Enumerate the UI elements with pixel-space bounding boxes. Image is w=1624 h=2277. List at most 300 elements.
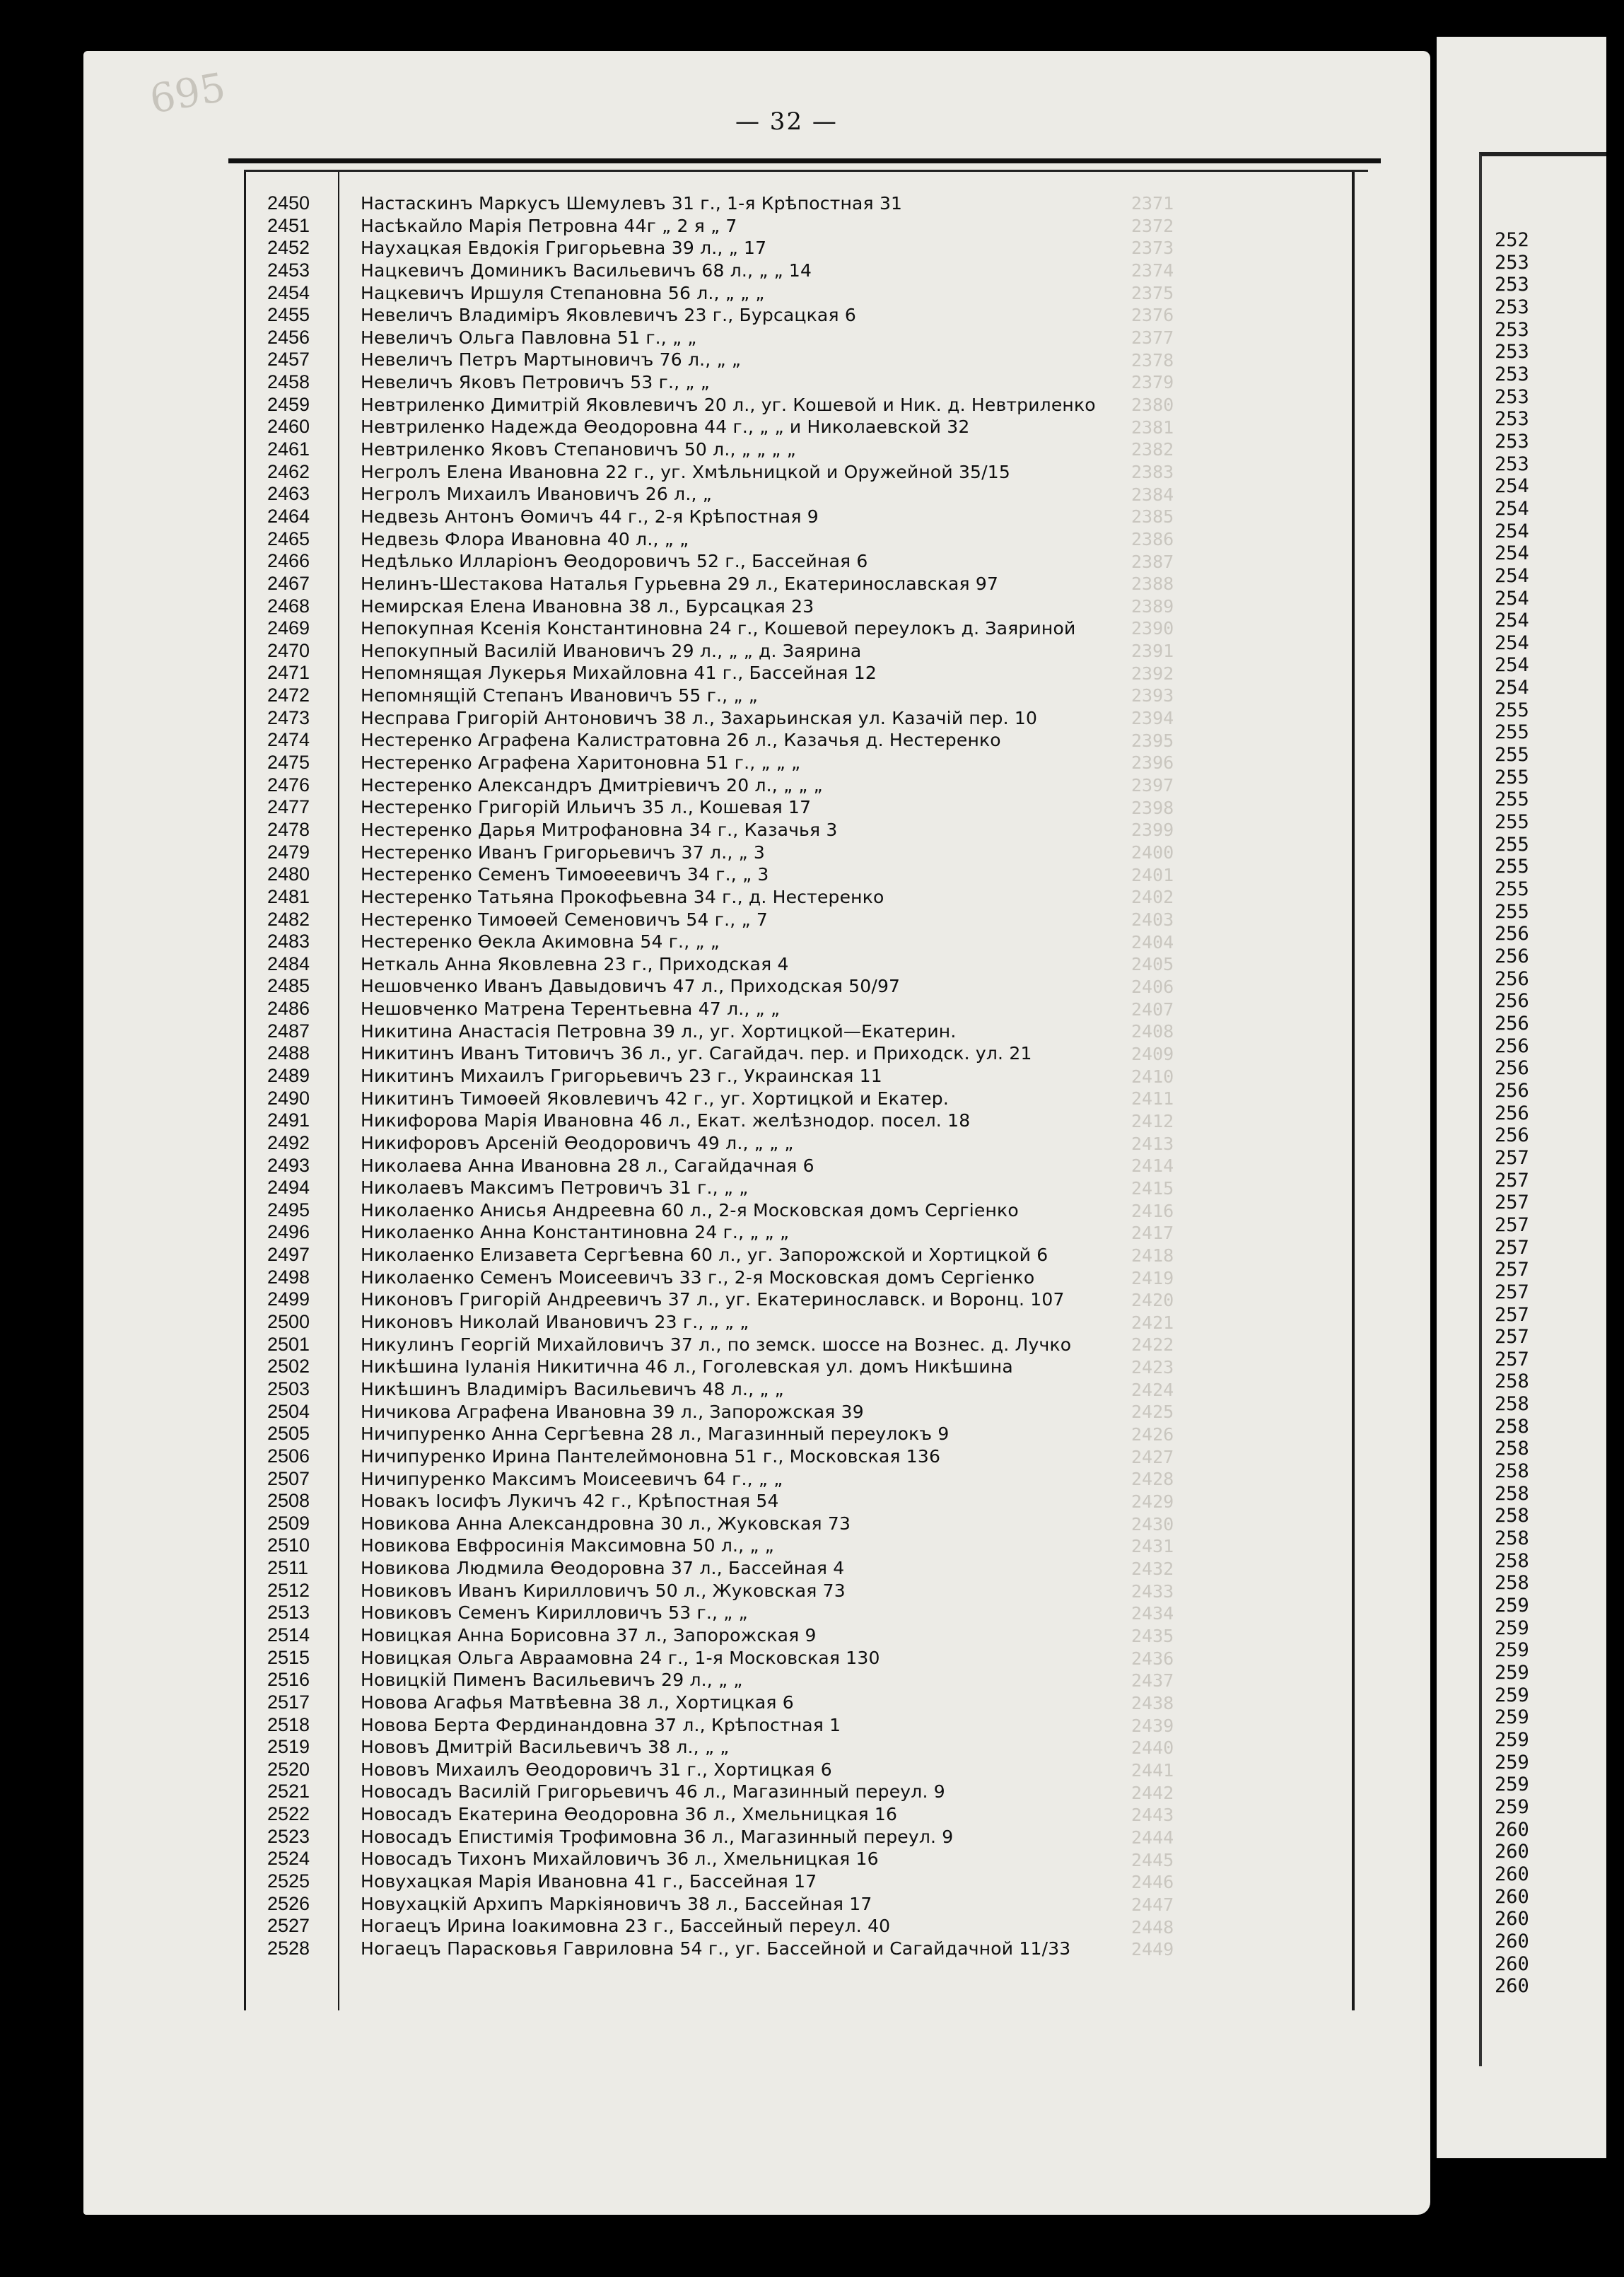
adjacent-page-number: 256	[1495, 1012, 1529, 1035]
entry-number: 2452	[267, 237, 310, 259]
bleed-through-number: 2408	[1131, 1021, 1174, 1042]
bleed-through-number: 2383	[1131, 461, 1174, 482]
bleed-through-number: 2419	[1131, 1267, 1174, 1288]
directory-entry	[267, 1401, 1096, 1423]
entry-number: 2494	[267, 1177, 310, 1199]
entry-number: 2460	[267, 416, 310, 438]
entry-number: 2506	[267, 1445, 310, 1467]
directory-entry	[267, 1042, 1096, 1065]
entry-number: 2508	[267, 1490, 310, 1512]
bleed-through-number: 2435	[1131, 1626, 1174, 1646]
entry-text: Негролъ Елена Ивановна 22 г., уг. Хмѣльницкой и Оружейной 35/15	[361, 461, 1010, 482]
entry-text: Никитина Анастасія Петровна 39 л., уг. Хортицкой—Екатерин.	[361, 1020, 957, 1042]
adjacent-page-number: 255	[1495, 721, 1529, 744]
directory-entry	[267, 640, 1096, 663]
entry-text: Никифоровъ Арсеній Ѳеодоровичъ 49 л., „ „ „	[361, 1132, 794, 1153]
entry-text: Новова Берта Фердинандовна 37 л., Крѣпостная 1	[361, 1714, 841, 1735]
adjacent-page-number: 260	[1495, 1952, 1529, 1975]
entry-number: 2520	[267, 1758, 310, 1780]
adjacent-page-number: 257	[1495, 1259, 1529, 1281]
adjacent-page-number: 259	[1495, 1706, 1529, 1729]
directory-entry	[267, 1468, 1096, 1491]
entry-text: Ногаецъ Ирина Іоакимовна 23 г., Бассейный переул. 40	[361, 1916, 891, 1937]
entry-number: 2512	[267, 1579, 310, 1601]
entry-number: 2475	[267, 752, 310, 774]
entry-text: Непомнящая Лукерья Михайловна 41 г., Бассейная 12	[361, 663, 877, 684]
directory-entry	[267, 237, 1096, 260]
directory-entry	[267, 819, 1096, 842]
directory-entry	[267, 953, 1096, 976]
directory-entry	[267, 707, 1096, 730]
entry-number: 2462	[267, 460, 310, 482]
bleed-through-number: 2396	[1131, 752, 1174, 774]
bleed-through-number: 2385	[1131, 506, 1174, 528]
bleed-through-number: 2445	[1131, 1849, 1174, 1870]
bleed-through-number: 2377	[1131, 327, 1174, 348]
entry-text: Невеличъ Петръ Мартыновичъ 76 л., „ „	[361, 349, 742, 371]
adjacent-page-number: 258	[1495, 1505, 1529, 1527]
entry-number: 2467	[267, 572, 310, 594]
adjacent-page-number: 259	[1495, 1662, 1529, 1684]
directory-entry	[267, 1759, 1096, 1781]
adjacent-page-number: 256	[1495, 1102, 1529, 1124]
entry-number: 2502	[267, 1356, 310, 1378]
entry-text: Нестеренко Александръ Дмитріевичъ 20 л., „ „ „	[361, 774, 823, 796]
adjacent-page-edge	[1437, 37, 1606, 2158]
directory-entry	[267, 1647, 1096, 1670]
adjacent-page-number: 259	[1495, 1728, 1529, 1751]
bleed-through-number: 2398	[1131, 797, 1174, 818]
directory-entry	[267, 685, 1096, 707]
adjacent-page-number: 254	[1495, 587, 1529, 610]
entry-text: Никулинъ Георгій Михайловичъ 37 л., по земск. шоссе на Вознес. д. Лучко	[361, 1334, 1072, 1355]
frame-top-rule	[228, 158, 1381, 163]
directory-entry	[267, 1132, 1096, 1155]
adjacent-page-number: 253	[1495, 274, 1529, 296]
entry-number: 2507	[267, 1467, 310, 1489]
adjacent-page-number: 254	[1495, 610, 1529, 632]
entry-number: 2470	[267, 639, 310, 661]
entry-number: 2476	[267, 774, 310, 796]
entry-number: 2501	[267, 1333, 310, 1355]
entry-number: 2496	[267, 1221, 310, 1243]
entry-number: 2477	[267, 796, 310, 818]
entry-text: Настаскинъ Маркусъ Шемулевъ 31 г., 1-я Крѣпостная 31	[361, 193, 903, 214]
bleed-through-number: 2437	[1131, 1670, 1174, 1691]
bleed-through-number: 2393	[1131, 685, 1174, 706]
directory-entry	[267, 796, 1096, 819]
entry-text: Немирская Елена Ивановна 38 л., Бурсацкая 23	[361, 595, 814, 617]
directory-entry	[267, 1177, 1096, 1199]
directory-entry	[267, 1803, 1096, 1826]
entry-number: 2526	[267, 1892, 310, 1914]
adjacent-page-number: 255	[1495, 788, 1529, 811]
entry-text: Николаенко Анисья Андреевна 60 л., 2-я Московская домъ Сергіенко	[361, 1199, 1019, 1221]
directory-entry	[267, 1669, 1096, 1691]
adjacent-page-number: 253	[1495, 251, 1529, 274]
adjacent-page-number: 254	[1495, 654, 1529, 677]
bleed-through-number: 2386	[1131, 528, 1174, 549]
bleed-through-numbers	[1131, 192, 1174, 1961]
bleed-through-number: 2444	[1131, 1827, 1174, 1848]
adjacent-page-number: 255	[1495, 900, 1529, 923]
entry-number: 2471	[267, 662, 310, 684]
adjacent-page-number: 260	[1495, 1863, 1529, 1885]
entry-text: Недвезь Флора Ивановна 40 л., „ „	[361, 528, 689, 549]
directory-entry	[267, 931, 1096, 953]
entry-number: 2492	[267, 1131, 310, 1153]
adjacent-page-number: 257	[1495, 1303, 1529, 1326]
entry-number: 2493	[267, 1154, 310, 1176]
bleed-through-number: 2379	[1131, 372, 1174, 393]
directory-entry	[267, 998, 1096, 1020]
entry-number: 2469	[267, 617, 310, 639]
entry-text: Новицкая Анна Борисовна 37 л., Запорожская 9	[361, 1625, 817, 1646]
entry-text: Ничипуренко Максимъ Моисеевичъ 64 г., „ „	[361, 1468, 783, 1489]
entry-number: 2497	[267, 1244, 310, 1266]
adjacent-page-number: 257	[1495, 1281, 1529, 1303]
entry-number: 2481	[267, 885, 310, 907]
adjacent-page-number: 259	[1495, 1639, 1529, 1662]
entry-number: 2488	[267, 1042, 310, 1064]
entry-text: Нововъ Михаилъ Ѳеодоровичъ 31 г., Хортицкая 6	[361, 1759, 832, 1780]
directory-entry	[267, 461, 1096, 484]
handwritten-mark: 695	[146, 64, 229, 123]
adjacent-page-number: 259	[1495, 1684, 1529, 1706]
directory-entry	[267, 260, 1096, 282]
directory-entry	[267, 1691, 1096, 1714]
entry-number: 2503	[267, 1378, 310, 1399]
bleed-through-number: 2372	[1131, 215, 1174, 236]
entry-number: 2484	[267, 953, 310, 974]
bleed-through-number: 2404	[1131, 931, 1174, 953]
directory-entry	[267, 1893, 1096, 1916]
bleed-through-number: 2443	[1131, 1805, 1174, 1826]
directory-entry	[267, 863, 1096, 886]
entry-number: 2527	[267, 1915, 310, 1937]
entry-number: 2518	[267, 1713, 310, 1735]
entry-text: Никитинъ Тимоѳей Яковлевичъ 42 г., уг. Хортицкой и Екатер.	[361, 1088, 949, 1109]
bleed-through-number: 2392	[1131, 663, 1174, 684]
bleed-through-number: 2423	[1131, 1357, 1174, 1378]
directory-entry	[267, 349, 1096, 371]
entry-number: 2479	[267, 841, 310, 863]
entry-text: Никѣшина Іуланія Никитична 46 л., Гоголевская ул. домъ Никѣшина	[361, 1356, 1013, 1378]
adjacent-page-number: 254	[1495, 564, 1529, 587]
bleed-through-number: 2422	[1131, 1334, 1174, 1356]
bleed-through-number: 2415	[1131, 1177, 1174, 1199]
bleed-through-number: 2381	[1131, 417, 1174, 438]
bleed-through-number: 2414	[1131, 1155, 1174, 1177]
bleed-through-number: 2409	[1131, 1043, 1174, 1064]
bleed-through-number: 2410	[1131, 1066, 1174, 1087]
bleed-through-number: 2403	[1131, 909, 1174, 930]
frame-left-rule	[244, 172, 246, 2010]
entry-number: 2504	[267, 1400, 310, 1422]
adjacent-page-number: 258	[1495, 1482, 1529, 1505]
entry-text: Невтриленко Яковъ Степановичъ 50 л., „ „ „ „	[361, 439, 796, 460]
entry-text: Нестеренко Аграфена Харитоновна 51 г., „ „ „	[361, 752, 801, 774]
entry-number: 2486	[267, 998, 310, 1020]
directory-entry	[267, 1714, 1096, 1737]
directory-entry	[267, 1020, 1096, 1043]
entry-text: Недвезь Антонъ Ѳомичъ 44 г., 2-я Крѣпостная 9	[361, 506, 819, 527]
entry-text: Негролъ Михаилъ Ивановичъ 26 л., „	[361, 484, 712, 505]
directory-entry	[267, 1534, 1096, 1557]
entry-text: Новова Агафья Матвѣевна 38 л., Хортицкая 6	[361, 1691, 794, 1713]
entry-text: Николаенко Елизавета Сергѣевна 60 л., уг. Запорожской и Хортицкой 6	[361, 1245, 1048, 1266]
entry-text: Нацкевичъ Доминикъ Васильевичъ 68 л., „ „ 14	[361, 260, 812, 281]
directory-entry	[267, 774, 1096, 797]
entry-text: Никитинъ Иванъ Титовичъ 36 л., уг. Сагайдач. пер. и Приходск. ул. 21	[361, 1043, 1032, 1064]
adjacent-page-number: 260	[1495, 1975, 1529, 1998]
adjacent-page-numbers	[1495, 229, 1529, 1998]
directory-entry	[267, 1423, 1096, 1445]
directory-entry	[267, 416, 1096, 438]
entry-text: Новосадъ Тихонъ Михайловичъ 36 л., Хмельницкая 16	[361, 1848, 879, 1870]
adjacent-page-number: 260	[1495, 1885, 1529, 1908]
adjacent-page-number: 256	[1495, 990, 1529, 1013]
entry-text: Нацкевичъ Иршуля Степановна 56 л., „ „ „	[361, 282, 765, 303]
entry-text: Нелинъ-Шестакова Наталья Гурьевна 29 л., Екатеринославская 97	[361, 573, 999, 594]
adjacent-page-number: 257	[1495, 1213, 1529, 1236]
frame-right-rule	[1352, 172, 1355, 2010]
entry-text: Нешовченко Матрена Терентьевна 47 л., „ „	[361, 998, 781, 1020]
adjacent-page-number: 258	[1495, 1527, 1529, 1550]
bleed-through-number: 2413	[1131, 1133, 1174, 1154]
directory-entry	[267, 842, 1096, 864]
bleed-through-number: 2391	[1131, 641, 1174, 662]
entry-number: 2516	[267, 1669, 310, 1691]
entry-number: 2472	[267, 685, 310, 706]
adjacent-page-number: 258	[1495, 1549, 1529, 1572]
entry-number: 2513	[267, 1602, 310, 1624]
directory-entry	[267, 1826, 1096, 1848]
directory-entry	[267, 1445, 1096, 1468]
directory-entry	[267, 573, 1096, 595]
entry-text: Неткаль Анна Яковлевна 23 г., Приходская 4	[361, 953, 789, 974]
entry-number: 2466	[267, 550, 310, 572]
adjacent-page-number: 254	[1495, 542, 1529, 565]
adjacent-page-number: 257	[1495, 1236, 1529, 1259]
adjacent-page-number: 254	[1495, 677, 1529, 699]
entry-text: Нововъ Дмитрій Васильевичъ 38 л., „ „	[361, 1737, 730, 1758]
directory-entry	[267, 886, 1096, 909]
directory-entry	[267, 394, 1096, 417]
directory-entry	[267, 1288, 1096, 1311]
bleed-through-number: 2374	[1131, 260, 1174, 281]
entry-text: Новосадъ Екатерина Ѳеодоровна 36 л., Хмельницкая 16	[361, 1804, 898, 1825]
adjacent-page-number: 253	[1495, 341, 1529, 363]
entry-text: Николаева Анна Ивановна 28 л., Сагайдачная 6	[361, 1155, 814, 1176]
entry-text: Новицкій Пименъ Васильевичъ 29 л., „ „	[361, 1670, 743, 1691]
bleed-through-number: 2440	[1131, 1737, 1174, 1759]
entry-number: 2509	[267, 1512, 310, 1534]
adjacent-page-number: 253	[1495, 318, 1529, 341]
bleed-through-number: 2418	[1131, 1245, 1174, 1266]
entry-text: Ничипуренко Ирина Пантелеймоновна 51 г., Московская 136	[361, 1445, 941, 1467]
adjacent-page-number: 256	[1495, 1079, 1529, 1102]
directory-entries	[267, 192, 1096, 1960]
entry-text: Новухацкая Марія Ивановна 41 г., Бассейная 17	[361, 1871, 817, 1892]
directory-entry	[267, 1221, 1096, 1244]
entry-number: 2473	[267, 706, 310, 728]
directory-entry	[267, 483, 1096, 506]
adjacent-page-number: 256	[1495, 1035, 1529, 1057]
entry-text: Невеличъ Владиміръ Яковлевичъ 23 г., Бурсацкая 6	[361, 305, 856, 326]
directory-entry	[267, 729, 1096, 752]
entry-number: 2459	[267, 393, 310, 415]
adjacent-page-number: 256	[1495, 1057, 1529, 1080]
directory-entry	[267, 506, 1096, 528]
entry-text: Нестеренко Семенъ Тимоѳеевичъ 34 г., „ 3	[361, 864, 769, 885]
adjacent-page-number: 259	[1495, 1751, 1529, 1774]
entry-text: Никѣшинъ Владиміръ Васильевичъ 48 л., „ „	[361, 1378, 784, 1399]
entry-text: Ногаецъ Парасковья Гавриловна 54 г., уг. Бассейной и Сагайдачной 11/33	[361, 1938, 1071, 1959]
entry-text: Николаенко Семенъ Моисеевичъ 33 г., 2-я Московская домъ Сергіенко	[361, 1266, 1035, 1288]
directory-entry	[267, 1736, 1096, 1759]
bleed-through-number: 2432	[1131, 1559, 1174, 1580]
bleed-through-number: 2399	[1131, 820, 1174, 841]
entry-number: 2453	[267, 259, 310, 281]
bleed-through-number: 2387	[1131, 551, 1174, 572]
directory-entry	[267, 1602, 1096, 1624]
adjacent-page-number: 259	[1495, 1774, 1529, 1796]
bleed-through-number: 2448	[1131, 1916, 1174, 1938]
adjacent-page-number: 252	[1495, 229, 1529, 251]
entry-number: 2499	[267, 1288, 310, 1310]
bleed-through-number: 2411	[1131, 1088, 1174, 1110]
adjacent-page-number: 260	[1495, 1930, 1529, 1952]
bleed-through-number: 2378	[1131, 349, 1174, 371]
bleed-through-number: 2401	[1131, 864, 1174, 885]
entry-number: 2485	[267, 975, 310, 997]
adjacent-page-number: 255	[1495, 811, 1529, 834]
entry-text: Невтриленко Надежда Ѳеодоровна 44 г., „ „ и Николаевской 32	[361, 417, 970, 438]
bleed-through-number: 2425	[1131, 1402, 1174, 1423]
adjacent-page-number: 255	[1495, 833, 1529, 856]
entry-text: Нешовченко Иванъ Давыдовичъ 47 л., Приходская 50/97	[361, 976, 901, 997]
bleed-through-number: 2390	[1131, 618, 1174, 639]
entry-number: 2525	[267, 1870, 310, 1892]
adjacent-page-number: 259	[1495, 1595, 1529, 1617]
adjacent-page-number: 253	[1495, 385, 1529, 408]
entry-text: Непомнящій Степанъ Ивановичъ 55 г., „ „	[361, 685, 758, 706]
entry-text: Никифорова Марія Ивановна 46 л., Екат. желѣзнодор. посел. 18	[361, 1110, 971, 1131]
adjacent-page-number: 260	[1495, 1841, 1529, 1863]
entry-text: Нестеренко Ѳекла Акимовна 54 г., „ „	[361, 931, 720, 953]
entry-number: 2523	[267, 1825, 310, 1847]
entry-number: 2498	[267, 1266, 310, 1288]
entry-text: Новакъ Іосифъ Лукичъ 42 г., Крѣпостная 54	[361, 1491, 779, 1512]
bleed-through-number: 2436	[1131, 1648, 1174, 1669]
adjacent-page-number: 257	[1495, 1192, 1529, 1214]
entry-number: 2487	[267, 1020, 310, 1042]
entry-text: Новикова Анна Александровна 30 л., Жуковская 73	[361, 1513, 851, 1534]
adjacent-page-number: 258	[1495, 1572, 1529, 1595]
adjacent-page-number: 257	[1495, 1326, 1529, 1349]
entry-number: 2495	[267, 1199, 310, 1221]
entry-text: Новикова Евфросинія Максимовна 50 л., „ „	[361, 1535, 774, 1556]
directory-entry	[267, 215, 1096, 238]
entry-text: Новикова Людмила Ѳеодоровна 37 л., Бассейная 4	[361, 1558, 845, 1579]
bleed-through-number: 2416	[1131, 1200, 1174, 1221]
bleed-through-number: 2394	[1131, 708, 1174, 729]
adjacent-page-number: 260	[1495, 1908, 1529, 1930]
bleed-through-number: 2441	[1131, 1759, 1174, 1781]
entry-number: 2480	[267, 863, 310, 885]
adjacent-page-number: 257	[1495, 1169, 1529, 1192]
entry-number: 2451	[267, 214, 310, 236]
directory-entry	[267, 1624, 1096, 1647]
entry-text: Никоновъ Григорій Андреевичъ 37 л., уг. Екатеринославск. и Воронц. 107	[361, 1289, 1065, 1310]
entry-number: 2456	[267, 326, 310, 348]
adjacent-page-number: 254	[1495, 497, 1529, 520]
adjacent-page-number: 258	[1495, 1438, 1529, 1460]
directory-entry	[267, 975, 1096, 998]
bleed-through-number: 2439	[1131, 1715, 1174, 1736]
entry-number: 2483	[267, 931, 310, 953]
directory-entry	[267, 327, 1096, 349]
bleed-through-number: 2420	[1131, 1290, 1174, 1311]
entry-number: 2510	[267, 1534, 310, 1556]
entry-number: 2464	[267, 505, 310, 527]
entry-text: Новосадъ Василій Григорьевичъ 46 л., Магазинный переул. 9	[361, 1781, 945, 1803]
entry-number: 2457	[267, 349, 310, 371]
adjacent-page-number: 255	[1495, 699, 1529, 721]
directory-entry	[267, 1870, 1096, 1893]
entry-text: Новицкая Ольга Авраамовна 24 г., 1-я Московская 130	[361, 1647, 880, 1668]
entry-number: 2505	[267, 1423, 310, 1445]
bleed-through-number: 2402	[1131, 887, 1174, 908]
entry-number: 2522	[267, 1803, 310, 1825]
bleed-through-number: 2438	[1131, 1692, 1174, 1713]
bleed-through-number: 2433	[1131, 1580, 1174, 1602]
entry-text: Непокупный Василій Ивановичъ 29 л., „ „ д. Заярина	[361, 640, 862, 661]
adjacent-page-number: 257	[1495, 1146, 1529, 1169]
adjacent-page-number: 256	[1495, 923, 1529, 945]
directory-entry	[267, 371, 1096, 394]
entry-number: 2458	[267, 371, 310, 393]
adjacent-page-number: 256	[1495, 967, 1529, 990]
entry-text: Николаенко Анна Константиновна 24 г., „ „ „	[361, 1222, 790, 1243]
entry-text: Ничипуренко Анна Сергѣевна 28 л., Магазинный переулокъ 9	[361, 1423, 950, 1445]
bleed-through-number: 2382	[1131, 439, 1174, 460]
entry-text: Невеличъ Яковъ Петровичъ 53 г., „ „	[361, 372, 710, 393]
adjacent-page-number: 253	[1495, 296, 1529, 318]
directory-entry	[267, 1781, 1096, 1803]
frame-inner-rule	[244, 170, 1368, 172]
directory-entry	[267, 1356, 1096, 1378]
bleed-through-number: 2376	[1131, 305, 1174, 326]
bleed-through-number: 2412	[1131, 1110, 1174, 1131]
entry-number: 2450	[267, 192, 310, 214]
directory-entry	[267, 909, 1096, 931]
directory-entry	[267, 1490, 1096, 1513]
entry-text: Нестеренко Дарья Митрофановна 34 г., Казачья 3	[361, 819, 838, 840]
bleed-through-number: 2429	[1131, 1491, 1174, 1513]
entry-number: 2490	[267, 1087, 310, 1109]
directory-entry	[267, 662, 1096, 685]
bleed-through-number: 2424	[1131, 1379, 1174, 1400]
directory-entry	[267, 304, 1096, 327]
bleed-through-number: 2388	[1131, 573, 1174, 595]
entry-number: 2478	[267, 818, 310, 840]
adjacent-page-number: 255	[1495, 766, 1529, 788]
directory-entry	[267, 282, 1096, 305]
adjacent-page-number: 259	[1495, 1617, 1529, 1639]
bleed-through-number: 2389	[1131, 595, 1174, 617]
